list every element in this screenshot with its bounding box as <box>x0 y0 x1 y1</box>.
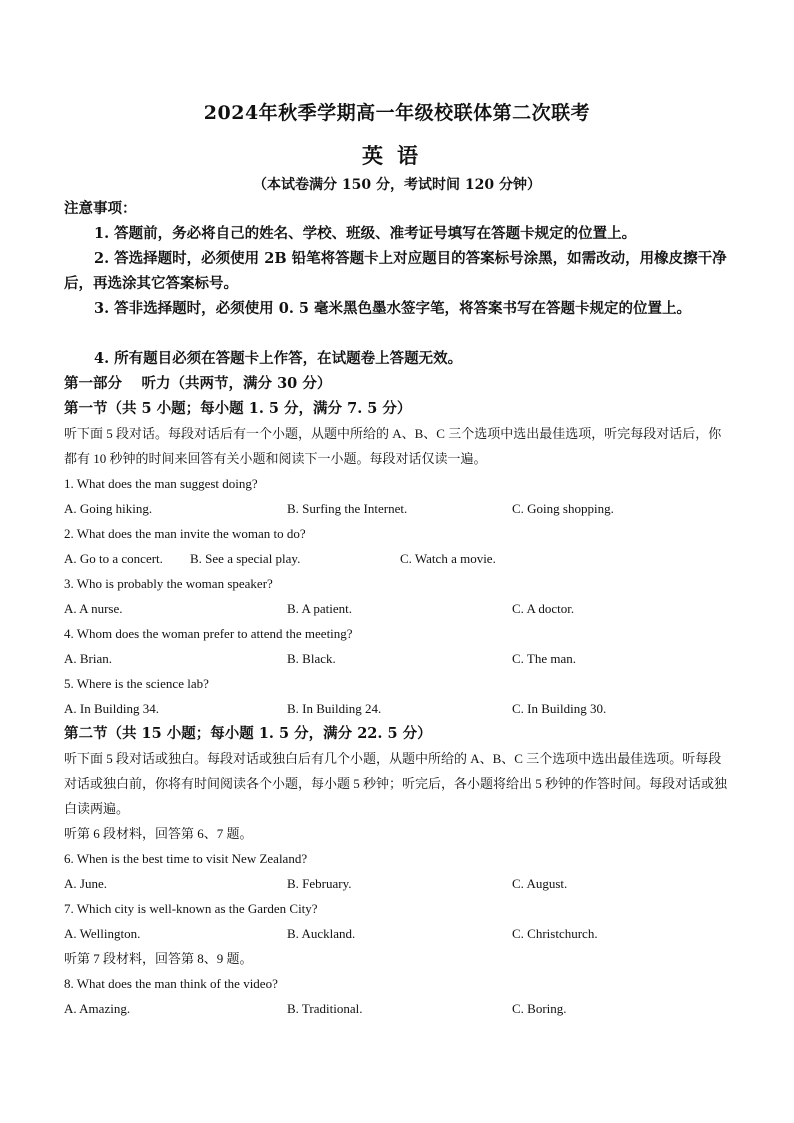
notice-item-3: 3. 答非选择题时，必须使用 0. 5 毫米黑色墨水签字笔，将答案书写在答题卡规定的位置上。 <box>94 300 692 317</box>
option-c: C. Going shopping. <box>512 501 614 516</box>
option-b: B. February. <box>287 876 352 891</box>
option-b: B. Black. <box>287 651 336 666</box>
question-1: 1. What does the man suggest doing? <box>64 476 258 491</box>
notice-item-4: 4. 所有题目必须在答题卡上作答，在试题卷上答题无效。 <box>94 350 463 367</box>
option-c: C. In Building 30. <box>512 701 607 716</box>
material-7-note: 听第 7 段材料，回答第 8、9 题。 <box>64 951 253 966</box>
section2-heading: 第二节（共 15 小题；每小题 1. 5 分，满分 22. 5 分） <box>64 725 432 742</box>
option-c: C. Boring. <box>512 1001 567 1016</box>
notice-item-1: 1. 答题前，务必将自己的姓名、学校、班级、准考证号填写在答题卡规定的位置上。 <box>94 225 637 242</box>
option-c: C. August. <box>512 876 568 891</box>
options-5 <box>64 696 764 721</box>
question-6: 6. When is the best time to visit New Zealand? <box>64 851 308 866</box>
option-a: A. June. <box>64 876 107 891</box>
option-c: C. A doctor. <box>512 601 575 616</box>
exam-title: 2024年秋季学期高一年级校联体第二次联考 <box>203 102 591 124</box>
option-a: A. Amazing. <box>64 1001 131 1016</box>
options-2 <box>64 546 764 571</box>
options-7 <box>64 921 764 946</box>
exam-info: （本试卷满分 150 分，考试时间 120 分钟） <box>253 177 541 193</box>
option-c: C. The man. <box>512 651 577 666</box>
material-6-note: 听第 6 段材料，回答第 6、7 题。 <box>64 826 253 841</box>
subject-title: 英语 <box>362 143 432 168</box>
options-1 <box>64 496 764 521</box>
option-b: B. A patient. <box>287 601 352 616</box>
question-8: 8. What does the man think of the video? <box>64 976 278 991</box>
option-c: C. Christchurch. <box>512 926 598 941</box>
option-a: A. Going hiking. <box>64 501 153 516</box>
section1-instructions: 听下面 5 段对话。每段对话后有一个小题，从题中所给的 A、B、C 三个选项中选出最佳选项，听完每段对话后，你都有 10 秒钟的时间来回答有关小题和阅读下一小题。每段对话仅读一遍。 <box>64 426 722 466</box>
question-4: 4. Whom does the woman prefer to attend the meeting? <box>64 626 353 641</box>
option-a: A. In Building 34. <box>64 701 159 716</box>
option-a: A. Brian. <box>64 651 113 666</box>
option-b: B. Auckland. <box>287 926 356 941</box>
section1-heading: 第一节（共 5 小题；每小题 1. 5 分，满分 7. 5 分） <box>64 400 412 417</box>
part1-heading: 第一部分 听力（共两节，满分 30 分） <box>64 375 332 392</box>
question-5: 5. Where is the science lab? <box>64 676 209 691</box>
notice-heading: 注意事项： <box>64 200 137 217</box>
option-b: B. In Building 24. <box>287 701 382 716</box>
option-a: A. A nurse. <box>64 601 123 616</box>
option-b: B. Surfing the Internet. <box>287 501 408 516</box>
options-4 <box>64 646 764 671</box>
question-2: 2. What does the man invite the woman to do? <box>64 526 306 541</box>
section2-instructions: 听下面 5 段对话或独白。每段对话或独白后有几个小题，从题中所给的 A、B、C 三个选项中选出最佳选项。听每段对话或独白前，你将有时间阅读各个小题，每小题 5 秒钟；听完后，各小题将给出 5 秒钟的作答时间。每段对话或独白读两遍。 <box>64 751 728 816</box>
option-b: B. See a special play. <box>190 551 301 566</box>
options-6 <box>64 871 764 896</box>
options-8 <box>64 996 764 1021</box>
option-c: C. Watch a movie. <box>400 551 496 566</box>
option-b: B. Traditional. <box>287 1001 363 1016</box>
option-a: A. Go to a concert. <box>64 551 163 566</box>
question-3: 3. Who is probably the woman speaker? <box>64 576 273 591</box>
notice-item-2: 2. 答选择题时，必须使用 2B 铅笔将答题卡上对应题目的答案标号涂黑，如需改动，用橡皮擦干净后，再选涂其它答案标号。 <box>64 250 727 292</box>
options-3 <box>64 596 764 621</box>
option-a: A. Wellington. <box>64 926 141 941</box>
question-7: 7. Which city is well-known as the Garden City? <box>64 901 318 916</box>
